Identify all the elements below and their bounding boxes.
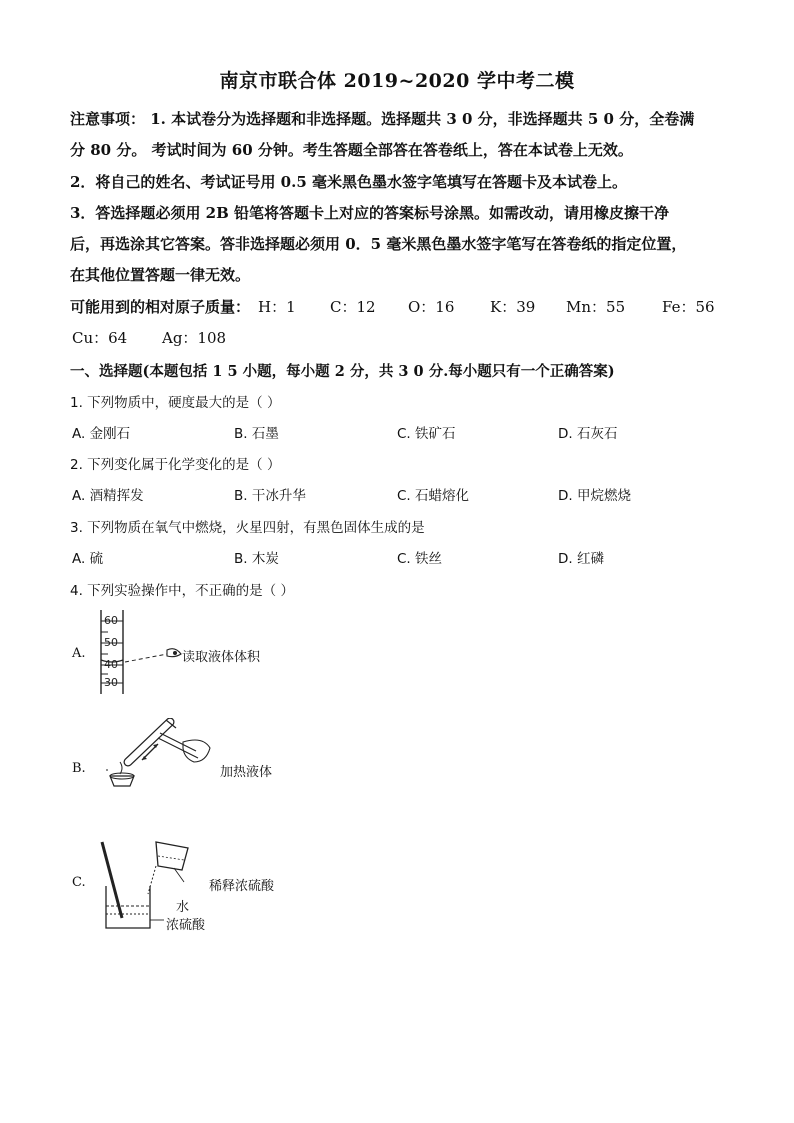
question-1-option-d: D. 石灰石 — [558, 426, 618, 442]
question-1-option-c: C. 铁矿石 — [397, 426, 456, 442]
atomic-mass-cu: Cu：64 — [72, 329, 128, 347]
question-2-option-c: C. 石蜡熔化 — [397, 488, 470, 504]
cylinder-tick-40: 40 — [104, 658, 118, 671]
question-3-stem: 3. 下列物质在氧气中燃烧，火星四射，有黑色固体生成的是 — [70, 520, 425, 536]
atomic-mass-c: C：12 — [330, 298, 376, 316]
atomic-mass-ag: Ag：108 — [162, 329, 227, 347]
notes-line-5: 后，再选涂其它答案。答非选择题必须用 0．5 毫米黑色墨水签字笔写在答卷纸的指定位置， — [70, 235, 687, 253]
cylinder-tick-30: 30 — [104, 676, 118, 689]
beaker-icon — [106, 886, 150, 928]
figure-c-letter: C. — [72, 875, 86, 890]
figure-c-caption: 稀释浓硫酸 — [209, 879, 275, 894]
alcohol-lamp-icon — [110, 776, 134, 786]
atomic-mass-o: O：16 — [408, 298, 455, 316]
figure-c-water-label: 水 — [176, 900, 190, 915]
notes-line-3: 2．将自己的姓名、考试证号用 0.5 毫米黑色墨水签字笔填写在答题卡及本试卷上。 — [70, 173, 627, 191]
question-1-stem: 1. 下列物质中，硬度最大的是（ ） — [70, 395, 281, 411]
question-4-stem: 4. 下列实验操作中，不正确的是（ ） — [70, 583, 294, 599]
question-3-option-c: C. 铁丝 — [397, 551, 443, 567]
question-2-option-d: D. 甲烷燃烧 — [558, 488, 631, 504]
section-heading: 一、选择题(本题包括 1 5 小题，每小题 2 分，共 3 0 分.每小题只有一个正确答案) — [70, 363, 615, 380]
question-3-option-b: B. 木炭 — [234, 551, 279, 567]
question-3-option-d: D. 红磷 — [558, 551, 604, 567]
figure-a-caption: 读取液体体积 — [182, 650, 261, 665]
question-2-option-b: B. 干冰升华 — [234, 488, 306, 504]
question-2-stem: 2. 下列变化属于化学变化的是（ ） — [70, 457, 281, 473]
atomic-mass-fe: Fe：56 — [662, 298, 715, 316]
cylinder-tick-50: 50 — [104, 636, 118, 649]
atomic-mass-k: K：39 — [490, 298, 536, 316]
question-2-option-a: A. 酒精挥发 — [72, 488, 144, 504]
atomic-mass-mn: Mn：55 — [566, 298, 626, 316]
cylinder-tick-60: 60 — [104, 614, 118, 627]
figure-c-acid-label: 浓硫酸 — [166, 918, 206, 933]
page-title: 南京市联合体 2019~2020 学中考二模 — [219, 70, 575, 92]
atomic-mass-label: 可能用到的相对原子质量： — [70, 298, 251, 316]
pouring-beaker-icon — [156, 842, 188, 870]
hand-icon — [183, 740, 210, 762]
figure-a-letter: A. — [72, 646, 86, 661]
notes-line-2: 分 80 分。 考试时间为 60 分钟。考生答题全部答在答卷纸上，答在本试卷上无效。 — [70, 141, 633, 159]
notes-line-4: 3．答选择题必须用 2B 铅笔将答题卡上对应的答案标号涂黑。如需改动，请用橡皮擦干净 — [70, 204, 670, 222]
notes-line-6: 在其他位置答题一律无效。 — [70, 266, 251, 284]
notes-line-1: 注意事项： 1. 本试卷分为选择题和非选择题。选择题共 3 0 分，非选择题共 5 0 分，全卷满 — [70, 110, 695, 128]
question-3-option-a: A. 硫 — [72, 551, 104, 567]
figure-b-letter: B. — [72, 761, 86, 776]
figure-b-caption: 加热液体 — [220, 765, 273, 780]
question-1-option-a: A. 金刚石 — [72, 426, 131, 442]
question-1-option-b: B. 石墨 — [234, 426, 279, 442]
atomic-mass-h: H：1 — [258, 298, 296, 316]
heating-liquid-figure — [98, 718, 218, 790]
